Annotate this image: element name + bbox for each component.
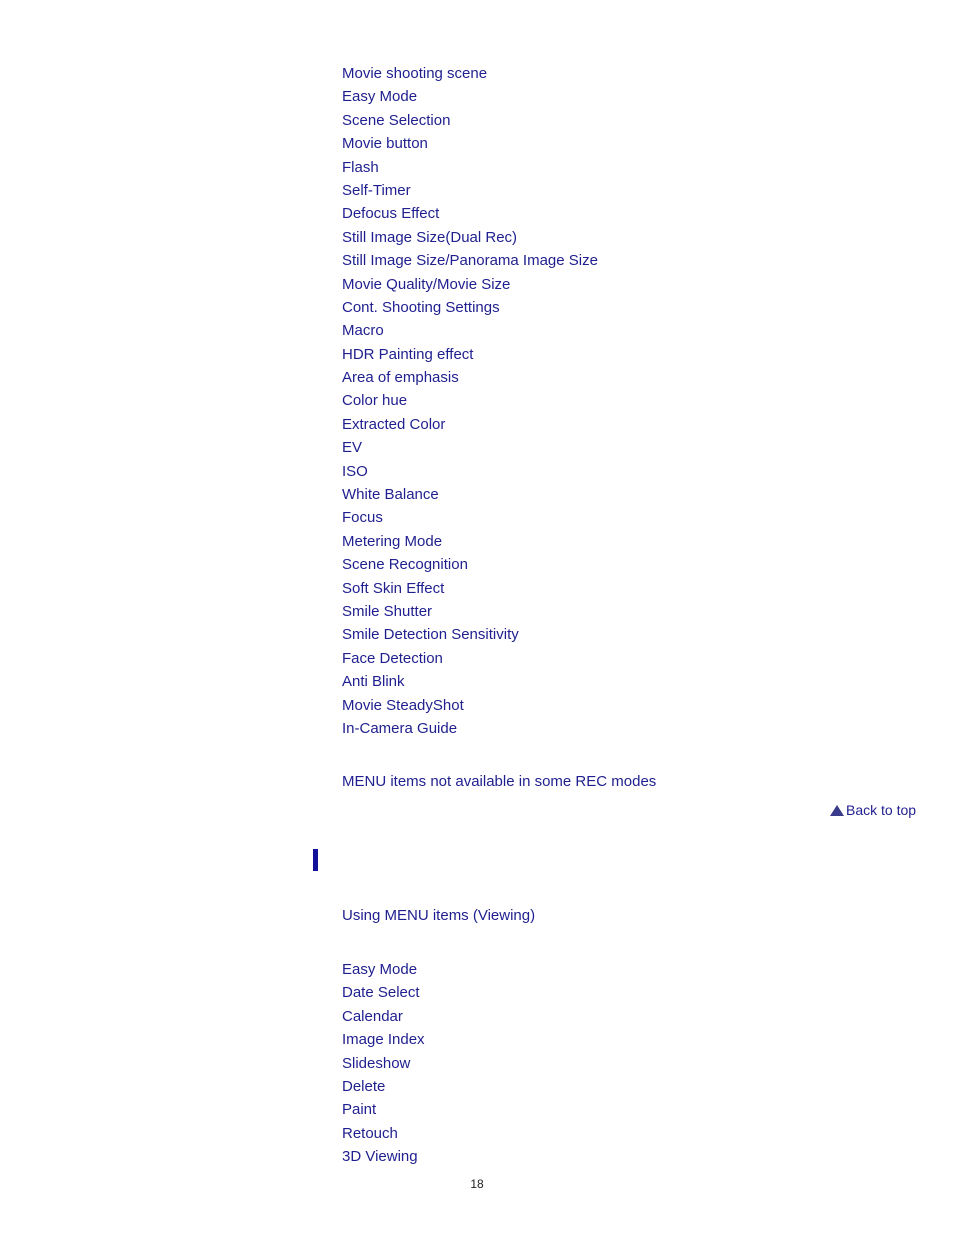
- menu-link-metering-mode[interactable]: Metering Mode: [342, 532, 443, 550]
- list-item: [342, 346, 598, 369]
- list-item: [342, 984, 425, 1007]
- menu-link-still-image-size-dual-rec[interactable]: Still Image Size(Dual Rec): [342, 228, 518, 246]
- menu-link-face-detection[interactable]: Face Detection: [342, 649, 443, 667]
- menu-link-delete[interactable]: Delete: [342, 1077, 386, 1095]
- using-menu-viewing-link[interactable]: Using MENU items (Viewing): [342, 907, 536, 924]
- menu-link-smile-detection-sensitivity[interactable]: Smile Detection Sensitivity: [342, 626, 519, 644]
- menu-link-scene-selection[interactable]: Scene Selection: [342, 111, 451, 129]
- menu-link-self-timer[interactable]: Self-Timer: [342, 181, 411, 199]
- menu-link-soft-skin-effect[interactable]: Soft Skin Effect: [342, 579, 445, 597]
- menu-link-smile-shutter[interactable]: Smile Shutter: [342, 602, 433, 620]
- menu-link-movie-steadyshot[interactable]: Movie SteadyShot: [342, 696, 464, 714]
- menu-link-3d-viewing[interactable]: 3D Viewing: [342, 1148, 418, 1166]
- list-item: [342, 205, 598, 228]
- menu-link-easy-mode[interactable]: Easy Mode: [342, 88, 418, 106]
- list-item: [342, 112, 598, 135]
- list-item: [342, 322, 598, 345]
- menu-link-cont-shooting-settings[interactable]: Cont. Shooting Settings: [342, 298, 500, 316]
- menu-link-slideshow[interactable]: Slideshow: [342, 1054, 411, 1072]
- viewing-menu-list: [342, 961, 425, 1172]
- menu-link-calendar[interactable]: Calendar: [342, 1007, 403, 1025]
- list-item: [342, 439, 598, 462]
- list-item: [342, 159, 598, 182]
- menu-link-movie-button[interactable]: Movie button: [342, 135, 428, 153]
- back-to-top-link[interactable]: [830, 801, 916, 819]
- list-item: [342, 650, 598, 673]
- list-item: [342, 369, 598, 392]
- list-item: [342, 392, 598, 415]
- list-item: [342, 1055, 425, 1078]
- list-item: [342, 533, 598, 556]
- list-item: [342, 697, 598, 720]
- list-item: [342, 556, 598, 579]
- list-item: [342, 416, 598, 439]
- list-item: [342, 463, 598, 486]
- menu-link-focus[interactable]: Focus: [342, 509, 383, 527]
- list-item: [342, 580, 598, 603]
- menu-link-date-select[interactable]: Date Select: [342, 984, 420, 1002]
- page-number: 18: [470, 1177, 484, 1191]
- menu-link-paint[interactable]: Paint: [342, 1101, 377, 1119]
- list-item: [342, 509, 598, 532]
- menu-link-in-camera-guide[interactable]: In-Camera Guide: [342, 719, 458, 737]
- list-item: [342, 252, 598, 275]
- list-item: [342, 961, 425, 984]
- list-item: [342, 182, 598, 205]
- list-item: [342, 1078, 425, 1101]
- back-to-top-label: Back to top: [846, 802, 917, 818]
- menu-link-easy-mode-viewing[interactable]: Easy Mode: [342, 961, 418, 978]
- menu-link-image-index[interactable]: Image Index: [342, 1031, 425, 1049]
- menu-link-anti-blink[interactable]: Anti Blink: [342, 673, 405, 691]
- menu-link-still-image-size-panorama[interactable]: Still Image Size/Panorama Image Size: [342, 252, 598, 270]
- menu-link-scene-recognition[interactable]: Scene Recognition: [342, 556, 468, 574]
- menu-link-retouch[interactable]: Retouch: [342, 1124, 398, 1142]
- menu-link-white-balance[interactable]: White Balance: [342, 486, 439, 504]
- menu-link-hdr-painting-effect[interactable]: HDR Painting effect: [342, 345, 474, 363]
- menu-link-defocus-effect[interactable]: Defocus Effect: [342, 205, 440, 223]
- list-item: [342, 1031, 425, 1054]
- list-item: [342, 65, 598, 88]
- menu-link-macro[interactable]: Macro: [342, 322, 384, 340]
- up-arrow-icon: [830, 805, 844, 816]
- menu-link-movie-quality[interactable]: Movie Quality/Movie Size: [342, 275, 511, 293]
- list-item: [342, 1008, 425, 1031]
- list-item: [342, 299, 598, 322]
- list-item: [342, 720, 598, 743]
- menu-link-extracted-color[interactable]: Extracted Color: [342, 415, 446, 433]
- menu-link-area-of-emphasis[interactable]: Area of emphasis: [342, 369, 459, 387]
- menu-link-ev[interactable]: EV: [342, 439, 363, 457]
- not-available-in-rec-modes-link[interactable]: MENU items not available in some REC modes: [342, 773, 657, 790]
- section-marker-bar: [313, 849, 318, 871]
- menu-link-color-hue[interactable]: Color hue: [342, 392, 408, 410]
- list-item: [342, 626, 598, 649]
- list-item: [342, 486, 598, 509]
- menu-link-iso[interactable]: ISO: [342, 462, 368, 480]
- list-item: [342, 88, 598, 111]
- rec-menu-list: [342, 65, 598, 743]
- list-item: [342, 1101, 425, 1124]
- menu-link-flash[interactable]: Flash: [342, 158, 379, 176]
- list-item: [342, 1125, 425, 1148]
- list-item: [342, 135, 598, 158]
- list-item: [342, 276, 598, 299]
- list-item: [342, 603, 598, 626]
- list-item: [342, 229, 598, 252]
- list-item: [342, 1148, 425, 1171]
- list-item: [342, 673, 598, 696]
- menu-link-movie-shooting-scene[interactable]: Movie shooting scene: [342, 65, 488, 82]
